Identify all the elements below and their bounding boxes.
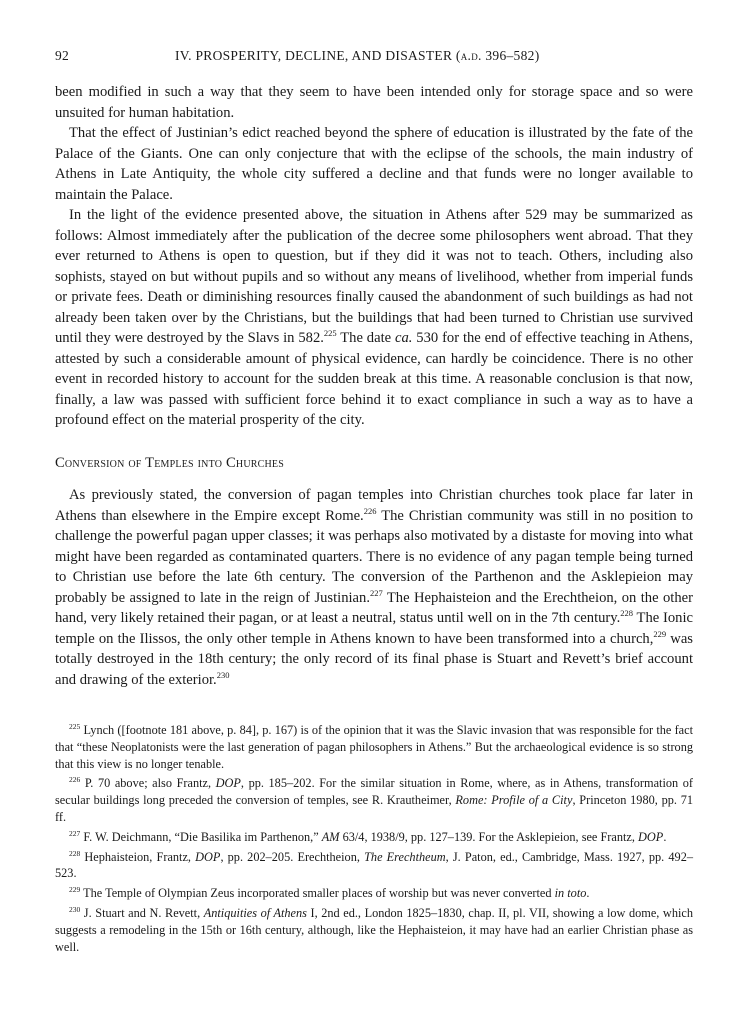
section-heading: Conversion of Temples into Churches [55,454,284,471]
main-text [55,82,693,690]
footnote-ref[interactable]: 226 [363,505,377,516]
footnote: $^{227}$ F. W. Deichmann, “Die Basilika im Parthenon,” AM 63/4, 1938/9, pp. 127–139. For the Asklepieion, see Frantz, DOP. [69,828,667,844]
footnote-ref[interactable]: 228 [620,608,634,619]
footnote: $^{229}$ The Temple of Olympian Zeus incorporated smaller places of worship but was never converted in toto. [69,885,590,901]
footnote: $^{226}$ P. 70 above; also Frantz, DOP, pp. 185–202. For the similar situation in Rome, where, as in Athens, transformation of secular buildings long preceded the conversion of temples, see R. Krautheimer, Rome: Profile of a City, Princeton 1980, pp. 71 ff. [55,775,694,824]
paragraph: As previously stated, the conversion of pagan temples into Christian churches took place far later in Athens than elsewhere in the Empire except Rome.$^{226}$ The Christian community was still in no position to challenge the powerful pagan upper classes; it was perhaps also motivated by a distaste for moving into what might have been regarded as contaminated quarters. There is no evidence of any pagan temple being turned to Christian use before the late 6th century. The conversion of the Parthenon and the Asklepieion may probably be assigned to late in the reign of Justinian.$^{227}$ The Hephaisteion and the Erechtheion, on the other hand, very likely retained their pagan, or at least a neutral, status until well on in the 7th century.$^{228}$ The Ionic temple on the Ilissos, the only other temple in Athens known to have been transformed into a church,$^{229}$ was totally destroyed in the 18th century; the only record of its final phase is Stuart and Revett’s brief account and drawing of the exterior.$^{230}$ [55,487,693,688]
page-number: 92 [55,48,70,63]
paragraph: That the effect of Justinian’s edict reached beyond the sphere of education is illustrated by the fate of the Palace of the Giants. One can only conjecture that with the eclipse of the schools, the main industry of Athens in Late Antiquity, the whole city suffered a decline and that funds were no longer available to maintain the Palace. [55,125,693,203]
footnotes [55,722,693,955]
footnote-ref[interactable]: 225 [323,328,337,339]
book-page [55,48,693,958]
paragraph: been modified in such a way that they seem to have been intended only for storage space and so were unsuited for human habitation. [55,84,693,121]
footnote: $^{230}$ J. Stuart and N. Revett, Antiquities of Athens I, 2nd ed., London 1825–1830, chap. II, pl. VII, showing a low dome, which suggests a remodeling in the 15th or 16th century, although, like the Hephaisteion, it may have had an earlier Christian phase as well. [55,904,693,954]
paragraph: In the light of the evidence presented above, the situation in Athens after 529 may be summarized as follows: Almost immediately after the publication of the decree some philosophers went abroad. That they ever returned to Athens is open to question, but if they did it was not to teach. Others, including also sophists, stayed on but without pupils and so without any means of livelihood, whether from imperial funds or private fees. Death or diminishing resources finally caused the abandonment of such buildings as had not already been taken over by the Christians, but the buildings that had been turned to Christian use survived until they were destroyed by the Slavs in 582.$^{225}$ The date ca. 530 for the end of effective teaching in Athens, attested by such a considerable amount of physical evidence, can hardly be coincidence. There is no other event in recorded history to account for the sudden break at this time. A reasonable conclusion is that now, finally, a law was passed with sufficient force behind it to exact compliance in such a way as to have a profound effect on the material prosperity of the city. [55,207,693,428]
footnote-ref[interactable]: 230 [216,669,230,680]
running-header [55,48,693,68]
footnote-ref[interactable]: 229 [653,628,667,639]
footnote: $^{225}$ Lynch ([footnote 181 above, p. 84], p. 167) is of the opinion that it was the Slavic invasion that was responsible for the fact that “these Neoplatonists were the last generation of pagan philosophers in Athens.” But the archaeological evidence is so strong that this view is no longer tenable. [55,721,693,771]
footnote-ref[interactable]: 227 [369,587,383,598]
footnote: $^{228}$ Hephaisteion, Frantz, DOP, pp. 202–205. Erechtheion, The Erechtheum, J. Paton, ed., Cambridge, Mass. 1927, pp. 492–523. [55,848,693,881]
running-title: IV. PROSPERITY, DECLINE, AND DISASTER (a.d. 396–582) [175,48,540,63]
